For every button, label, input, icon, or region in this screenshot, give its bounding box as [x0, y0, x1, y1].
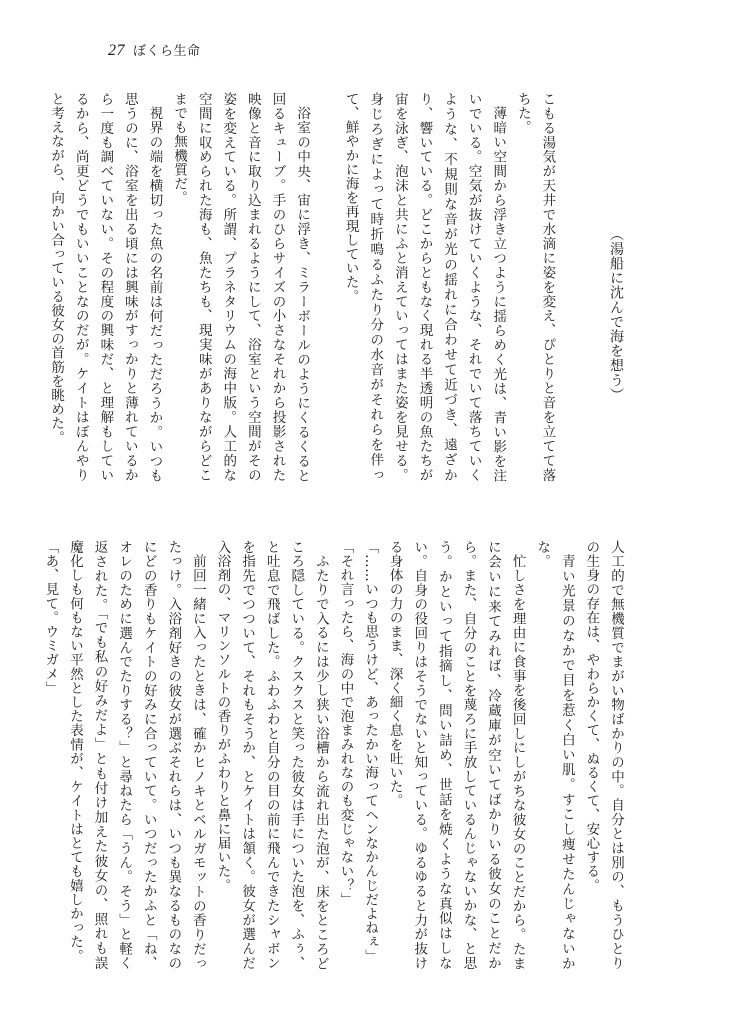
- paragraph: 薄暗い空間から浮き立つように揺らめく光は、青い影を注いでいる。空気が抜けていくような、それでいて落ちていくような、不規則な音が光の揺れに合わせて近づき、遠ざかり、響いている。どこからともなく現れる半透明の魚たちが宙を泳ぎ、泡沫と共にふと消えていってはまた姿を見せる。身じろぎによって時折鳴るふたり分の水音がそれらを伴って、鮮やかに海を再現していた。: [342, 92, 507, 482]
- dialogue-line: 「……いつも思うけど、あったかい海ってヘンなかんじだよねぇ」: [362, 540, 379, 963]
- top-text-block: [48, 92, 628, 482]
- dialogue-line: 「それ言ったら、海の中で泡まみれなのも変じゃない？」: [337, 540, 354, 907]
- paragraph: 前回一緒に入ったときは、確かヒノキとベルガモットの香りだったっけ。入浴剤好きの彼女が選ぶそれらは、いつも異なるものなのにどの香りもケイトの好みに合っていて。いつだったかふと「ね、オレのために選んでたりする？」と尋ねたら「うん。そう」と軽く返された。「でも私の好みだよ」とも付け加えた彼女の、照れも誤魔化しも何もない平然とした表情が、ケイトはとても嬉しかった。: [66, 540, 206, 970]
- paragraph: 青い光景のなかで目を惹く白い肌。すこし痩せたんじゃないかな。: [534, 540, 575, 970]
- book-title: ぼくら生命: [133, 44, 201, 59]
- paragraph-opening: こもる湯気が天井で水滴に姿を変え、ぴとりと音を立てて落ちた。: [514, 92, 556, 482]
- running-head: [108, 40, 201, 60]
- section-title: （湯船に沈んで海を想う）: [608, 227, 624, 403]
- paragraph: 人工的で無機質でまがい物ばかりの中。自分とは別の、もうひとりの生身の存在は、やわらかくて、ぬるくて、安心する。: [583, 540, 624, 970]
- paragraph: 視界の端を横切った魚の名前は何だっただろうか。いつも思うのに、浴室を出る頃には興味がすっかりと薄れているから一度も調べていない。その程度の興味だ、と理解もしているから、尚更どうでもいいことなのだが。ケイトはぼんやりと考えながら、向かい合っている彼女の首筋を眺めた。: [48, 92, 163, 482]
- paragraph: 忙しさを理由に食事を後回しにしがちな彼女のことだから。たまに会いに来てみれば、冷蔵庫が空いてばかりいる彼女のことだから。また、自分のことを蔑ろに手放しているんじゃないかな、と思う。かといって指摘し、問い詰め、世話を焼くような真似はしない。自身の役回りはそうでないと知っている。ゆるゆると力が抜ける身体の力のまま、深く細く息を吐いた。: [386, 540, 526, 970]
- page-number: 27: [108, 42, 125, 59]
- dialogue-line: 「あ、見て。ウミガメ」: [42, 540, 59, 696]
- paragraph: ふたりで入るには少し狭い浴槽から流れ出た泡が、床をところどころ隠している。クスクスと笑った彼女は手についた泡を、ふぅ、と吐息で飛ばした。ふわふわと自分の目の前に飛んできたシャボンを指先でつついて、それもそうか、とケイトは頷く。彼女が選んだ入浴剤の、マリンソルトの香りがふわりと鼻に届いた。: [214, 540, 329, 970]
- paragraph: 浴室の中央、宙に浮き、ミラーボールのようにくるくると回るキューブ。手のひらサイズの小さなそれから投影された映像と音に取り込まれるようにして、浴室という空間がその姿を変えている。所謂、プラネタリウムの海中版。人工的な空間に収められた海も、魚たちも、現実味がありながらどこまでも無機質だ。: [171, 92, 311, 482]
- bottom-text-block: [42, 540, 628, 970]
